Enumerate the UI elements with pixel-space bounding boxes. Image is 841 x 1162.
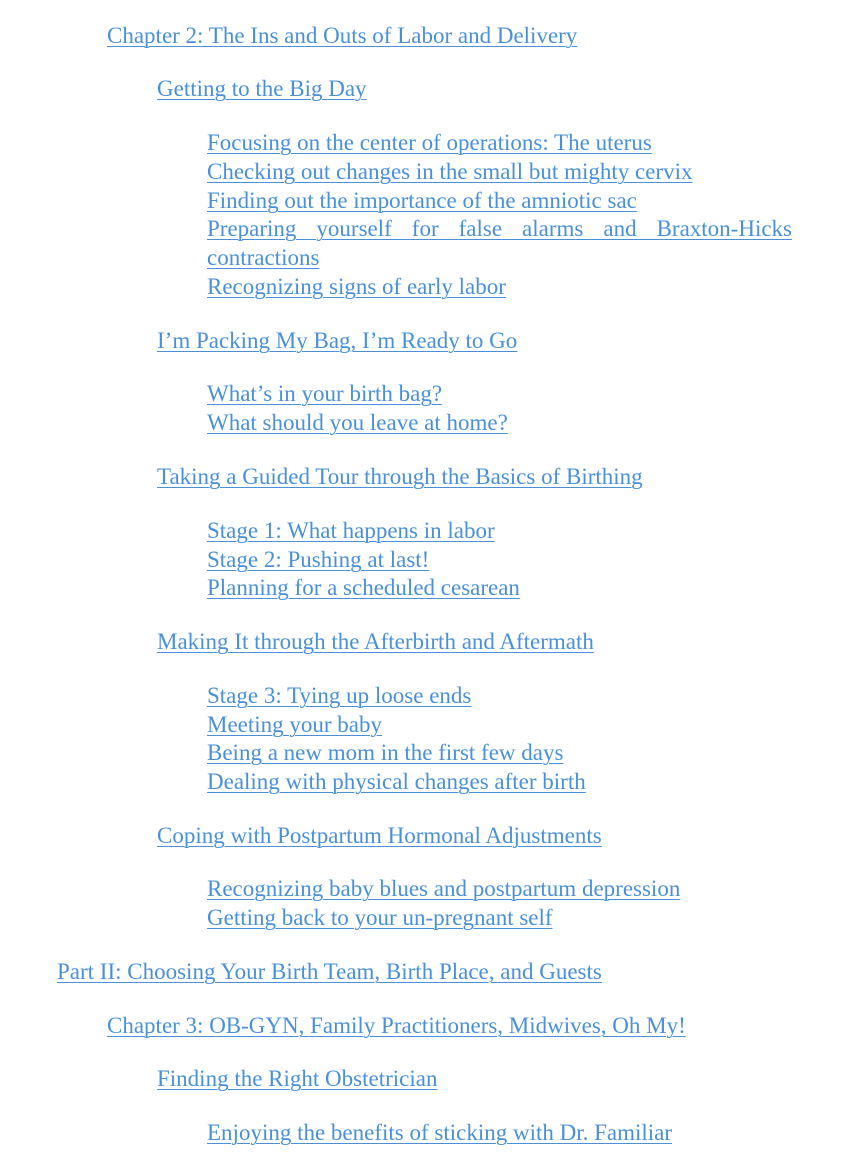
toc-subsection-false-alarms-link[interactable]: Preparing yourself for false alarms and Braxton-Hicks contractions: [207, 216, 792, 270]
toc-subsection-stage-2-link[interactable]: Stage 2: Pushing at last!: [207, 547, 430, 572]
toc-subsection-baby-blues-link[interactable]: Recognizing baby blues and postpartum depression: [207, 876, 681, 901]
toc-chapter-2-link[interactable]: Chapter 2: The Ins and Outs of Labor and Delivery: [107, 23, 578, 48]
toc-part-2-link[interactable]: Part II: Choosing Your Birth Team, Birth Place, and Guests: [57, 959, 602, 984]
toc-subsection-unpregnant-link[interactable]: Getting back to your un-pregnant self: [207, 905, 553, 930]
toc-section-guided-tour-link[interactable]: Taking a Guided Tour through the Basics of Birthing: [157, 464, 643, 489]
toc-section-postpartum-link[interactable]: Coping with Postpartum Hormonal Adjustments: [157, 823, 602, 848]
toc-subsection-leave-at-home-link[interactable]: What should you leave at home?: [207, 410, 508, 435]
toc-chapter-3-link[interactable]: Chapter 3: OB-GYN, Family Practitioners, Midwives, Oh My!: [107, 1013, 686, 1038]
toc-subsection-early-labor-link[interactable]: Recognizing signs of early labor: [207, 274, 506, 299]
toc-subsection-meeting-baby-link[interactable]: Meeting your baby: [207, 712, 383, 737]
toc-section-packing-link[interactable]: I’m Packing My Bag, I’m Ready to Go: [157, 328, 518, 353]
toc-subsection-physical-changes-link[interactable]: Dealing with physical changes after birth: [207, 769, 586, 794]
toc-subsection-dr-familiar-link[interactable]: Enjoying the benefits of sticking with Dr. Familiar: [207, 1120, 673, 1145]
toc-section-afterbirth-link[interactable]: Making It through the Afterbirth and Aftermath: [157, 629, 594, 654]
toc-section-big-day-link[interactable]: Getting to the Big Day: [157, 76, 367, 101]
toc-subsection-new-mom-link[interactable]: Being a new mom in the first few days: [207, 740, 564, 765]
toc-subsection-amniotic-sac-link[interactable]: Finding out the importance of the amniotic sac: [207, 188, 637, 213]
toc-subsection-stage-1-link[interactable]: Stage 1: What happens in labor: [207, 518, 495, 543]
toc-subsection-stage-3-link[interactable]: Stage 3: Tying up loose ends: [207, 683, 472, 708]
toc-subsection-cesarean-link[interactable]: Planning for a scheduled cesarean: [207, 575, 520, 600]
toc-section-obstetrician-link[interactable]: Finding the Right Obstetrician: [157, 1066, 438, 1091]
toc-subsection-cervix-link[interactable]: Checking out changes in the small but mighty cervix: [207, 159, 693, 184]
toc-subsection-birth-bag-link[interactable]: What’s in your birth bag?: [207, 381, 443, 406]
toc-subsection-uterus-link[interactable]: Focusing on the center of operations: The uterus: [207, 130, 652, 155]
